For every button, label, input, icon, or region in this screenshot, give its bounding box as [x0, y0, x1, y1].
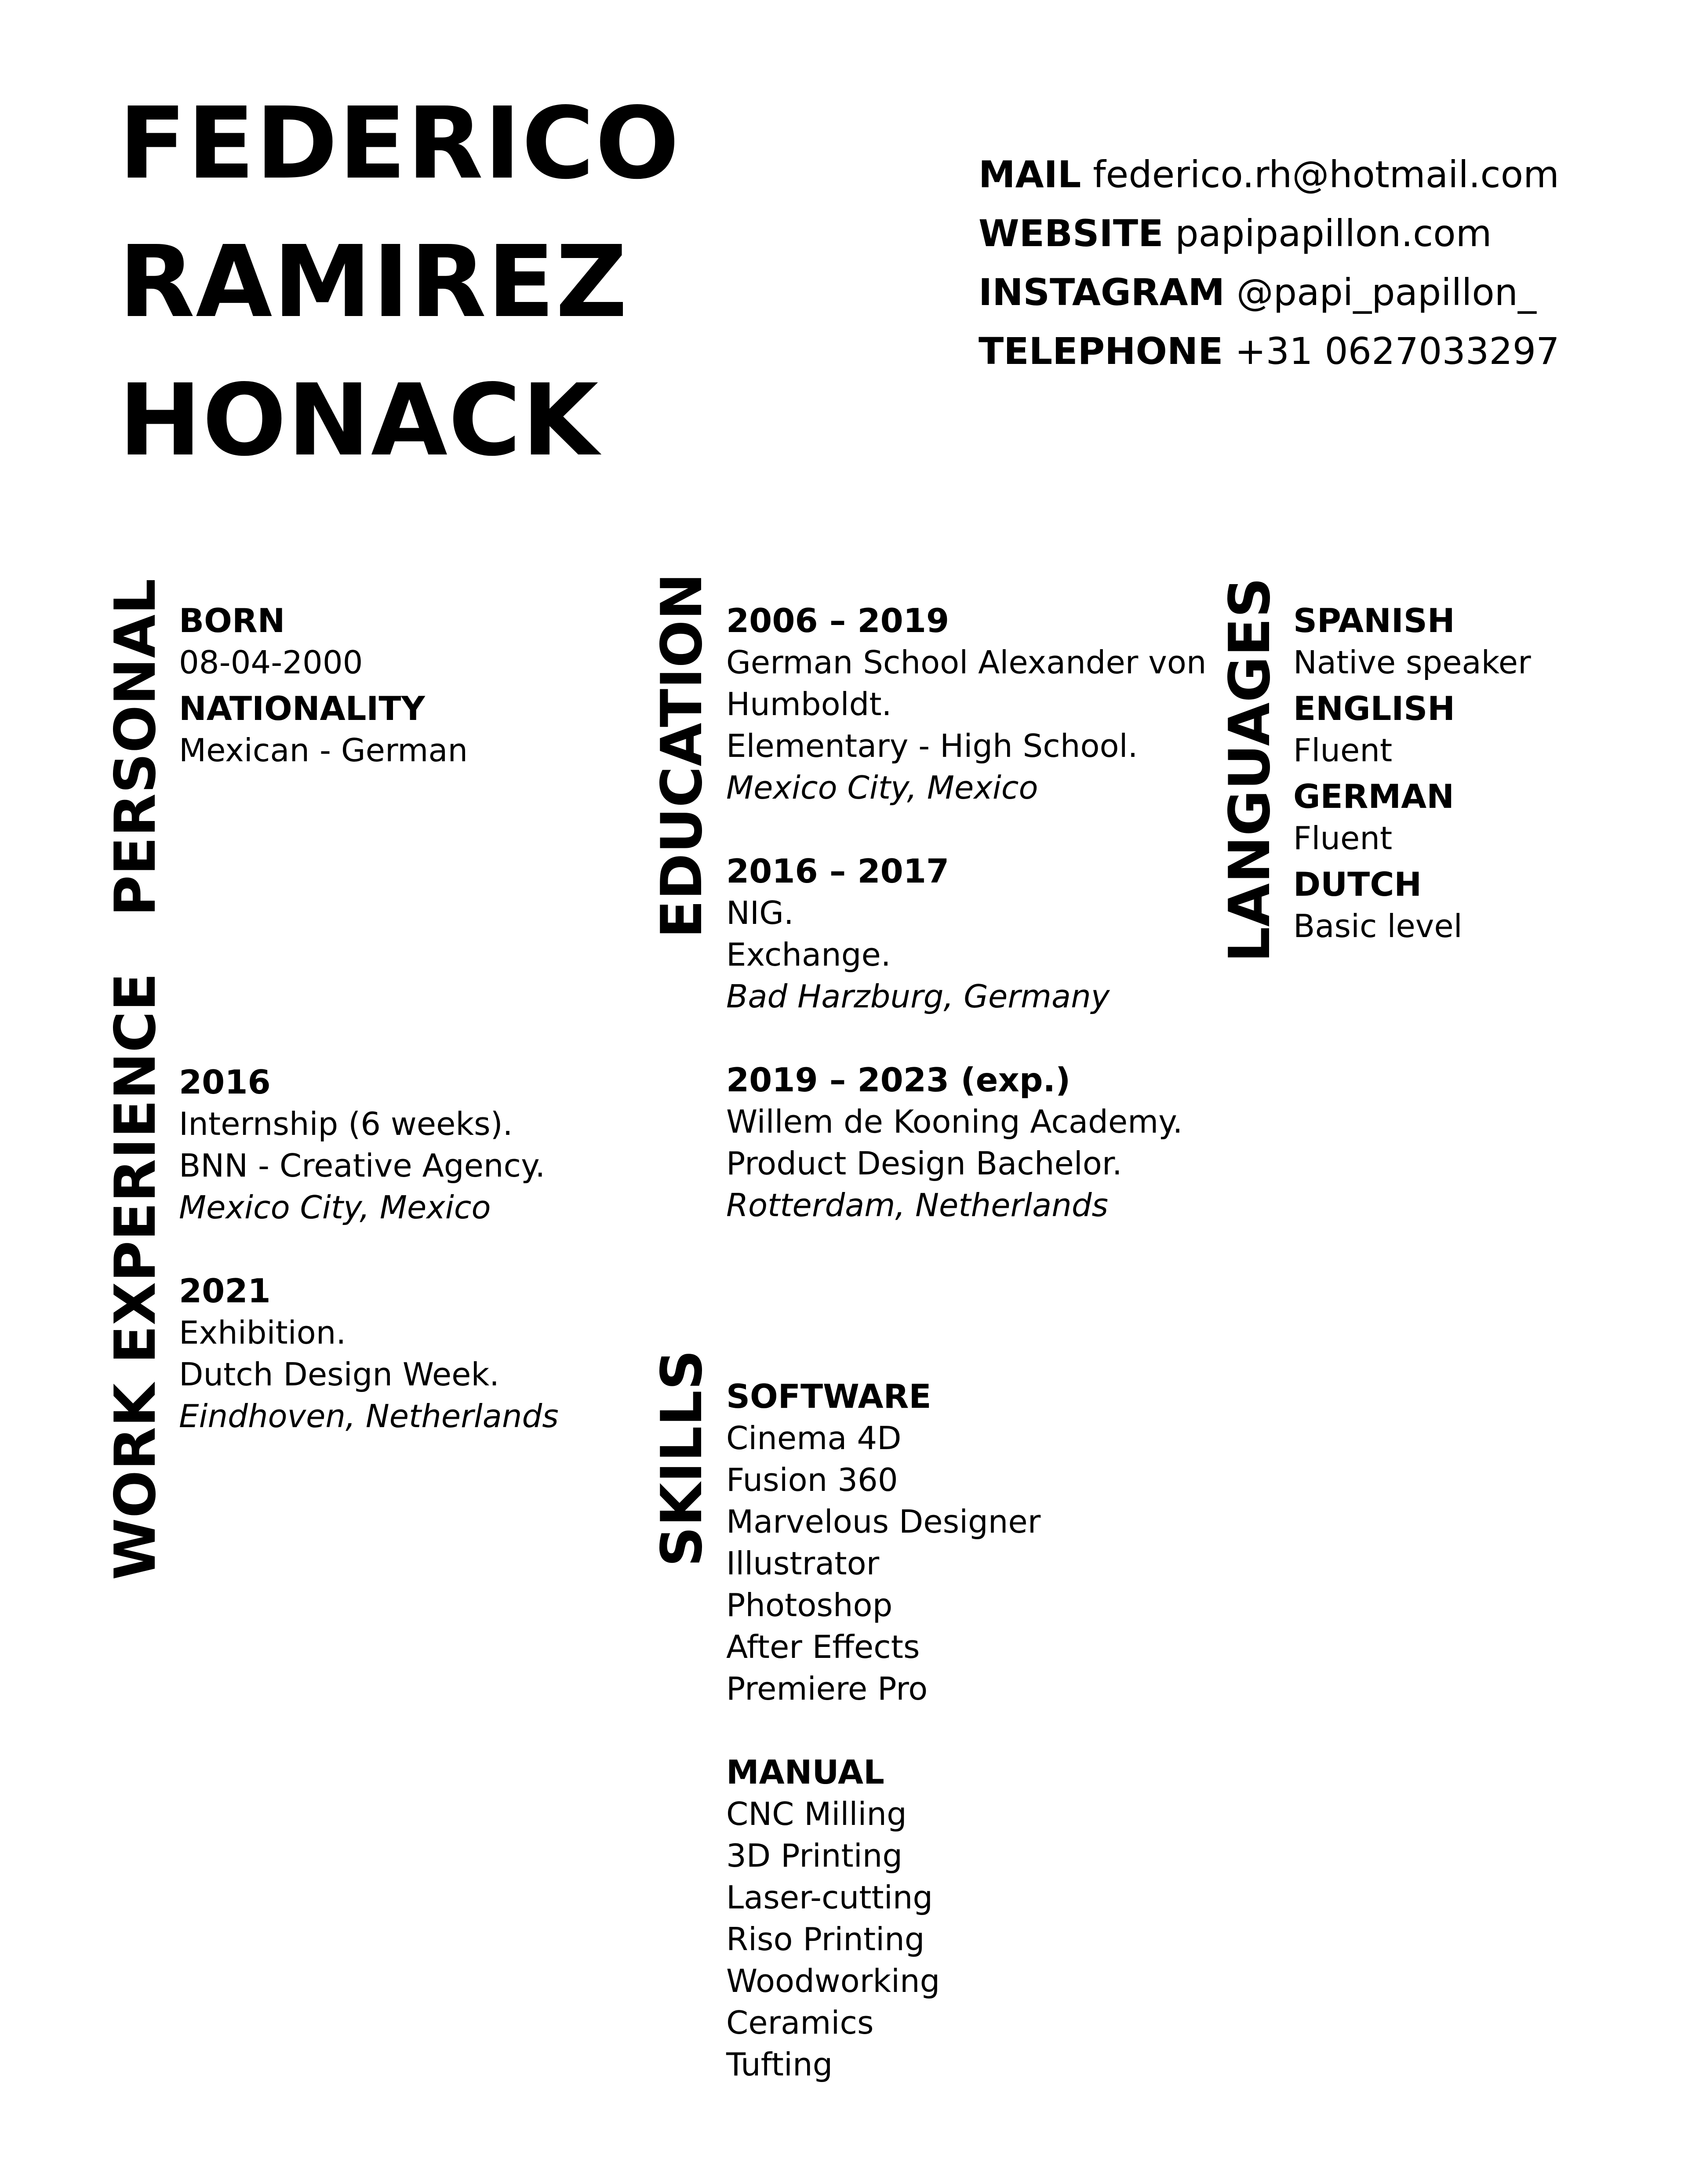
contact-label: INSTAGRAM	[979, 271, 1225, 314]
name-line-first: FEDERICO	[119, 86, 680, 201]
language-level: Basic level	[1293, 908, 1462, 945]
education-section	[726, 600, 1207, 1226]
language-name: SPANISH	[1293, 601, 1455, 640]
software-item: Fusion 360	[726, 1461, 898, 1498]
education-line: Product Design Bachelor.	[726, 1145, 1122, 1182]
education-entry	[726, 850, 1207, 1018]
contact-label: TELEPHONE	[979, 330, 1223, 373]
software-label: SOFTWARE	[726, 1377, 931, 1416]
education-years: 2016 – 2017	[726, 852, 950, 890]
language-level: Fluent	[1293, 820, 1393, 857]
language-name: DUTCH	[1293, 865, 1422, 904]
education-line: Exchange.	[726, 936, 891, 973]
language-name: ENGLISH	[1293, 689, 1455, 728]
work-line: Exhibition.	[179, 1314, 346, 1351]
languages-section	[1293, 600, 1531, 947]
skills-section	[726, 1376, 1040, 2086]
software-item: Photoshop	[726, 1587, 893, 1624]
education-place: Rotterdam, Netherlands	[726, 1187, 1109, 1224]
section-label-languages: LANGUAGES	[1217, 577, 1283, 963]
education-line: Humboldt.	[726, 686, 892, 723]
work-line: BNN - Creative Agency.	[179, 1147, 546, 1184]
software-item: Illustrator	[726, 1545, 880, 1582]
contact-value: papipapillon.com	[1175, 212, 1492, 255]
contact-telephone[interactable]	[979, 322, 1560, 381]
manual-item: 3D Printing	[726, 1837, 903, 1874]
section-label-education: EDUCATION	[649, 573, 715, 938]
contact-block	[979, 145, 1560, 381]
manual-item: Woodworking	[726, 1962, 940, 1999]
software-item: Cinema 4D	[726, 1420, 902, 1457]
contact-instagram[interactable]	[979, 263, 1560, 322]
education-entry	[726, 600, 1207, 809]
manual-item: CNC Milling	[726, 1795, 907, 1832]
software-item: Premiere Pro	[726, 1670, 928, 1707]
work-section	[179, 1061, 559, 1437]
contact-website[interactable]	[979, 204, 1560, 263]
personal-section	[179, 600, 468, 771]
manual-label: MANUAL	[726, 1753, 884, 1792]
contact-value: +31 0627033297	[1235, 330, 1560, 373]
nationality-value: Mexican - German	[179, 732, 468, 769]
work-year: 2016	[179, 1063, 271, 1101]
contact-label: MAIL	[979, 153, 1081, 196]
work-year: 2021	[179, 1272, 271, 1310]
language-name: GERMAN	[1293, 777, 1454, 816]
contact-mail[interactable]	[979, 145, 1560, 204]
education-years: 2006 – 2019	[726, 601, 950, 640]
name-line-middle: RAMIREZ	[119, 225, 629, 340]
contact-value: @papi_papillon_	[1236, 271, 1536, 314]
work-place: Mexico City, Mexico	[179, 1189, 491, 1226]
section-label-personal: PERSONAL	[103, 578, 168, 916]
born-label: BORN	[179, 601, 285, 640]
language-level: Native speaker	[1293, 644, 1531, 681]
education-place: Bad Harzburg, Germany	[726, 978, 1110, 1015]
education-entry	[726, 1059, 1207, 1226]
work-place: Eindhoven, Netherlands	[179, 1398, 559, 1435]
education-line: NIG.	[726, 894, 794, 931]
language-level: Fluent	[1293, 732, 1393, 769]
section-label-skills: SKILLS	[649, 1349, 715, 1567]
software-item: Marvelous Designer	[726, 1503, 1041, 1540]
section-label-work-experience: WORK EXPERIENCE	[103, 973, 168, 1580]
manual-item: Ceramics	[726, 2004, 874, 2041]
education-line: Willem de Kooning Academy.	[726, 1103, 1183, 1140]
education-place: Mexico City, Mexico	[726, 769, 1038, 806]
name-line-last: HONACK	[119, 363, 600, 478]
software-item: After Effects	[726, 1628, 920, 1665]
education-years: 2019 – 2023 (exp.)	[726, 1061, 1071, 1099]
born-value: 08-04-2000	[179, 644, 363, 681]
contact-label: WEBSITE	[979, 212, 1164, 255]
manual-item: Tufting	[726, 2046, 833, 2083]
education-line: German School Alexander von	[726, 644, 1207, 681]
nationality-label: NATIONALITY	[179, 689, 425, 728]
work-line: Dutch Design Week.	[179, 1356, 500, 1393]
work-entry	[179, 1270, 559, 1437]
work-line: Internship (6 weeks).	[179, 1105, 513, 1142]
education-line: Elementary - High School.	[726, 727, 1138, 764]
contact-value: federico.rh@hotmail.com	[1093, 153, 1559, 196]
work-entry	[179, 1061, 559, 1228]
manual-item: Riso Printing	[726, 1921, 925, 1958]
manual-item: Laser-cutting	[726, 1879, 933, 1916]
